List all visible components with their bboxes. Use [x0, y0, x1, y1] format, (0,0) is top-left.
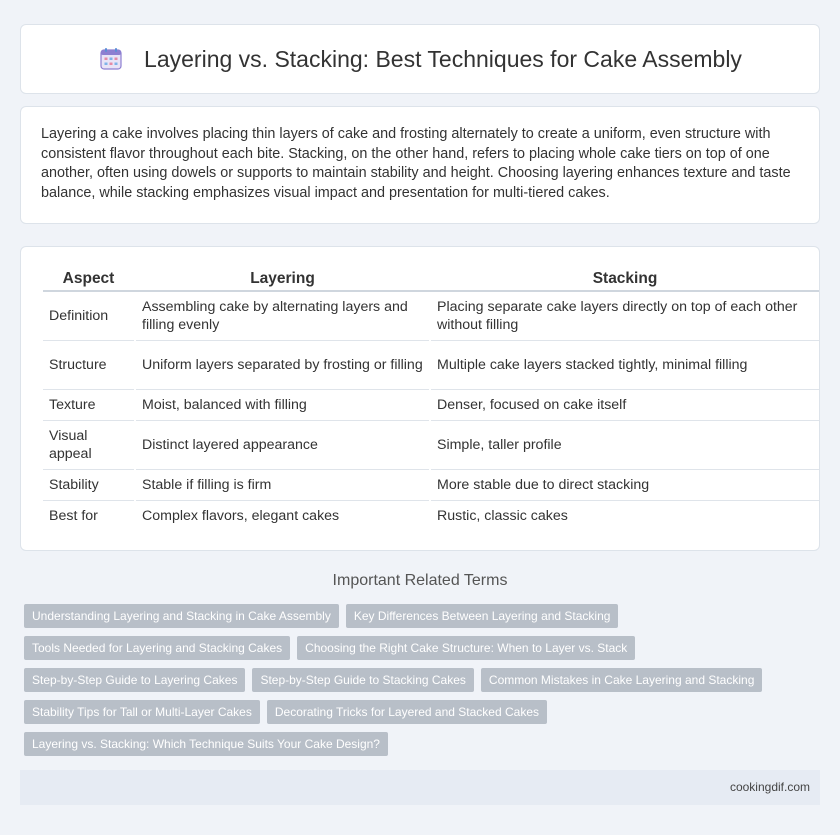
footer-site-name[interactable]: cookingdif.com: [729, 780, 810, 794]
comparison-table: [43, 267, 819, 532]
layering-cell: Stable if filling is firm: [135, 470, 430, 501]
aspect-cell: Definition: [43, 291, 135, 341]
related-term-tag[interactable]: Understanding Layering and Stacking in Cake Assembly: [24, 604, 339, 628]
title-card: [20, 24, 820, 94]
stacking-cell: Rustic, classic cakes: [430, 501, 819, 532]
aspect-cell: Best for: [49, 508, 98, 525]
table-header-row: [43, 267, 819, 291]
page-title-row: [98, 46, 742, 73]
related-term-tag[interactable]: Choosing the Right Cake Structure: When to Layer vs. Stack: [297, 636, 635, 660]
table-row: [43, 291, 819, 341]
related-term-tag[interactable]: Decorating Tricks for Layered and Stacked Cakes: [267, 700, 547, 724]
related-terms-heading: Important Related Terms: [332, 572, 508, 589]
related-term-tag[interactable]: Step-by-Step Guide to Stacking Cakes: [252, 668, 473, 692]
aspect-cell: Structure: [43, 341, 135, 390]
stacking-cell: Denser, focused on cake itself: [430, 390, 819, 421]
layering-cell: Assembling cake by alternating layers and filling evenly: [135, 291, 430, 341]
layering-cell: Uniform layers separated by frosting or filling: [135, 341, 430, 390]
layering-cell: Moist, balanced with filling: [135, 390, 430, 421]
table-row: [43, 421, 819, 470]
header-stacking: Stacking: [430, 267, 819, 291]
layering-cell: Complex flavors, elegant cakes: [135, 501, 430, 532]
stacking-cell: Multiple cake layers stacked tightly, minimal filling: [430, 341, 819, 390]
stacking-cell: Placing separate cake layers directly on top of each other without filling: [430, 291, 819, 341]
aspect-cell: Stability: [43, 470, 135, 501]
footer: [20, 770, 820, 805]
stacking-cell: More stable due to direct stacking: [430, 470, 819, 501]
table-row: [43, 390, 819, 421]
layering-cell: Distinct layered appearance: [135, 421, 430, 470]
table-row: [43, 341, 819, 390]
calendar-icon: [98, 46, 124, 72]
related-term-tag[interactable]: Common Mistakes in Cake Layering and Stacking: [481, 668, 762, 692]
intro-card: [20, 106, 820, 224]
stacking-cell: Simple, taller profile: [430, 421, 819, 470]
intro-paragraph: Layering a cake involves placing thin layers of cake and frosting alternately to create a uniform, even structure with consistent flavor throughout each bite. Stacking, on the other hand, refers to placing whole cake tiers on top of one another, often using dowels or supports to maintain stability and height. Choosing layering enhances texture and taste balance, while stacking emphasizes visual impact and presentation for multi-tiered cakes.: [41, 126, 791, 201]
related-terms-list: [24, 604, 804, 756]
table-row: [43, 501, 819, 532]
page-title: Layering vs. Stacking: Best Techniques for Cake Assembly: [144, 45, 742, 72]
comparison-table-card: [20, 246, 820, 551]
aspect-cell: Texture: [43, 390, 135, 421]
related-term-tag[interactable]: Layering vs. Stacking: Which Technique Suits Your Cake Design?: [24, 732, 388, 756]
table-row: [43, 470, 819, 501]
header-aspect: Aspect: [43, 267, 135, 291]
related-term-tag[interactable]: Step-by-Step Guide to Layering Cakes: [24, 668, 245, 692]
related-term-tag[interactable]: Stability Tips for Tall or Multi-Layer Cakes: [24, 700, 260, 724]
aspect-cell: Visual appeal: [43, 421, 135, 470]
header-layering: Layering: [135, 267, 430, 291]
related-term-tag[interactable]: Key Differences Between Layering and Stacking: [346, 604, 619, 628]
related-term-tag[interactable]: Tools Needed for Layering and Stacking Cakes: [24, 636, 290, 660]
